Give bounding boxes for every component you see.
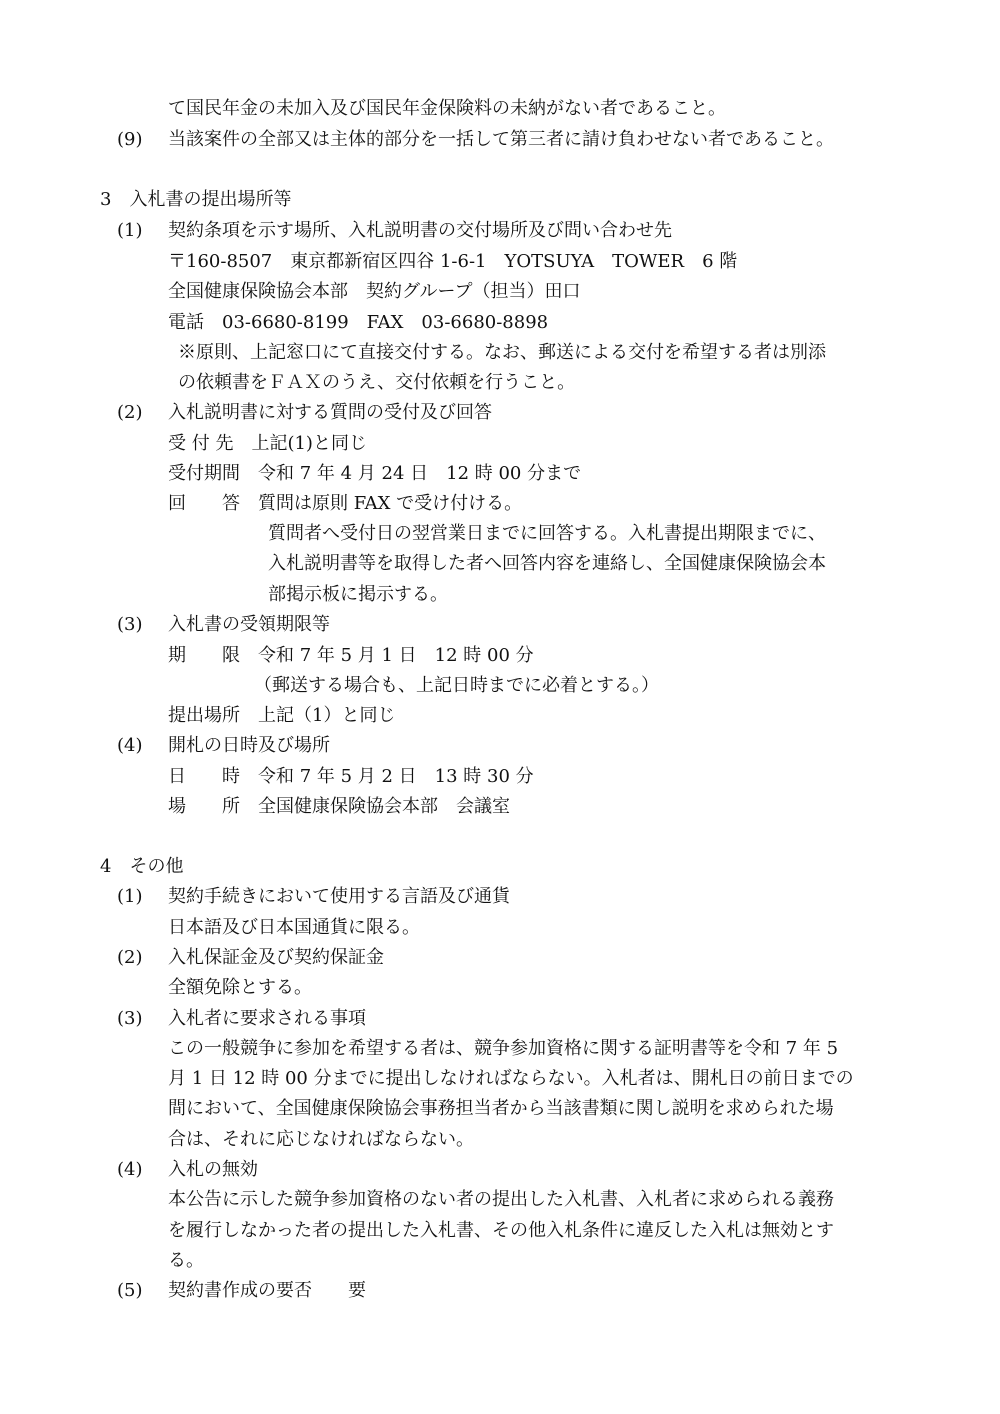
item-text: 契約条項を示す場所、入札説明書の交付場所及び問い合わせ先 xyxy=(168,220,672,241)
detail-line: 日 時 令和 7 年 5 月 2 日 13 時 30 分 xyxy=(168,766,534,787)
item-number: (4) xyxy=(117,735,143,756)
detail-line: 入札説明書等を取得した者へ回答内容を連絡し、全国健康保険協会本 xyxy=(268,553,826,574)
item-number: (3) xyxy=(117,1008,143,1029)
detail-line: を履行しなかった者の提出した入札書、その他入札条件に違反した入札は無効とす xyxy=(168,1220,834,1241)
detail-line: る。 xyxy=(168,1250,204,1271)
item-number: (3) xyxy=(117,614,143,635)
item-text: 入札保証金及び契約保証金 xyxy=(168,947,384,968)
item-text: 入札説明書に対する質問の受付及び回答 xyxy=(168,402,492,423)
detail-line: 質問者へ受付日の翌営業日までに回答する。入札書提出期限までに、 xyxy=(268,523,826,544)
item-number: (5) xyxy=(117,1280,143,1301)
detail-line: 場 所 全国健康保険協会本部 会議室 xyxy=(168,796,510,817)
item-number: (9) xyxy=(117,129,143,150)
detail-line: 部掲示板に掲示する。 xyxy=(268,584,448,605)
note-line: ※原則、上記窓口にて直接交付する。なお、郵送による交付を希望する者は別添 xyxy=(178,342,826,363)
detail-line: （郵送する場合も、上記日時までに必着とする。） xyxy=(254,675,659,696)
address-line: 〒160-8507 東京都新宿区四谷 1-6-1 YOTSUYA TOWER 6 階 xyxy=(168,251,738,272)
detail-line: 回 答 質問は原則 FAX で受け付ける。 xyxy=(168,493,523,514)
detail-line: この一般競争に参加を希望する者は、競争参加資格に関する証明書等を令和 7 年 5 xyxy=(168,1038,839,1059)
item-text: 入札書の受領期限等 xyxy=(168,614,330,635)
detail-line: 期 限 令和 7 年 5 月 1 日 12 時 00 分 xyxy=(168,645,534,666)
detail-line: 本公告に示した競争参加資格のない者の提出した入札書、入札者に求められる義務 xyxy=(168,1189,834,1210)
detail-line: 月 1 日 12 時 00 分までに提出しなければならない。入札者は、開札日の前日までの xyxy=(168,1068,854,1089)
item-text: 入札者に要求される事項 xyxy=(168,1008,366,1029)
contact-name-line: 全国健康保険協会本部 契約グループ（担当）田口 xyxy=(168,281,581,302)
detail-line: 間において、全国健康保険協会事務担当者から当該書類に関し説明を求められた場 xyxy=(168,1098,834,1119)
section-heading: 4 その他 xyxy=(100,856,184,877)
detail-line: 合は、それに応じなければならない。 xyxy=(168,1129,474,1150)
item-number: (2) xyxy=(117,402,143,423)
item-text: 当該案件の全部又は主体的部分を一括して第三者に請け負わせない者であること。 xyxy=(168,129,834,150)
item-text: 契約書作成の要否 要 xyxy=(168,1280,366,1301)
item-text: 契約手続きにおいて使用する言語及び通貨 xyxy=(168,886,510,907)
continuation-line: て国民年金の未加入及び国民年金保険料の未納がない者であること。 xyxy=(168,98,726,119)
detail-line: 全額免除とする。 xyxy=(168,977,312,998)
item-text: 開札の日時及び場所 xyxy=(168,735,330,756)
item-text: 入札の無効 xyxy=(168,1159,258,1180)
phone-fax-line: 電話 03-6680-8199 FAX 03-6680-8898 xyxy=(168,312,549,333)
item-number: (1) xyxy=(117,886,143,907)
detail-line: 日本語及び日本国通貨に限る。 xyxy=(168,917,420,938)
detail-line: 受 付 先 上記(1)と同じ xyxy=(168,433,367,454)
section-heading: 3 入札書の提出場所等 xyxy=(100,189,292,210)
note-line: の依頼書をＦＡＸのうえ、交付依頼を行うこと。 xyxy=(178,372,576,393)
item-number: (1) xyxy=(117,220,143,241)
item-number: (4) xyxy=(117,1159,143,1180)
detail-line: 提出場所 上記（1）と同じ xyxy=(168,705,396,726)
detail-line: 受付期間 令和 7 年 4 月 24 日 12 時 00 分まで xyxy=(168,463,582,484)
item-number: (2) xyxy=(117,947,143,968)
